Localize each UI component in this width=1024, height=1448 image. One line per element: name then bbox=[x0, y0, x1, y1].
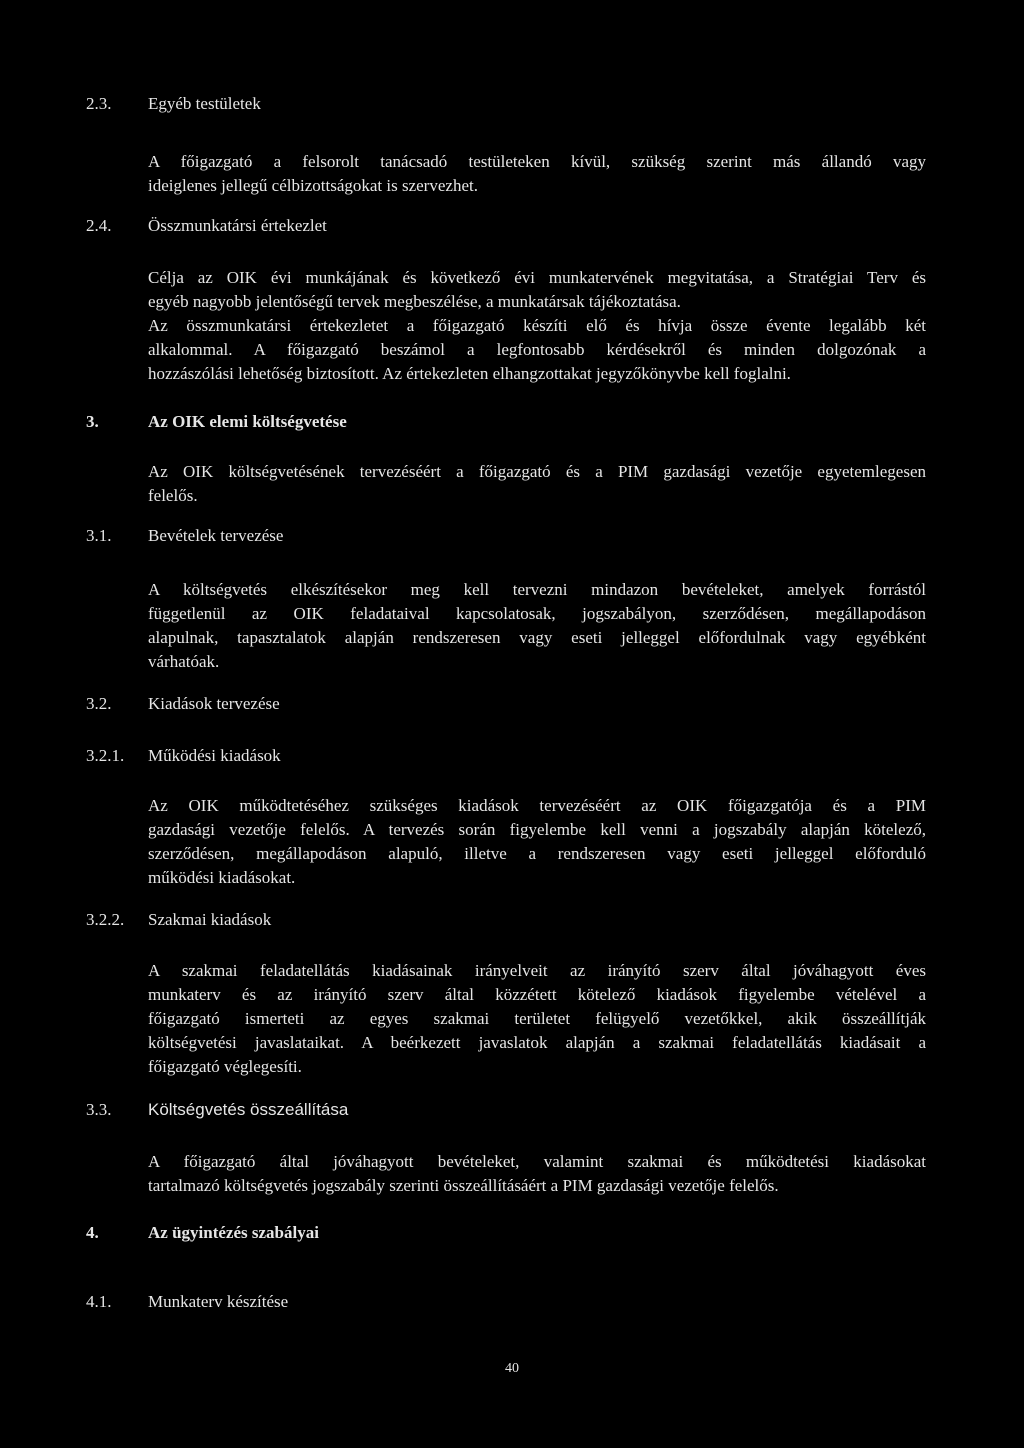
text-line: költségvetési javaslataikat. A beérkezett javaslatok alapján a szakmai feladatellátás kiadásait a bbox=[148, 1033, 926, 1052]
text-line: várhatóak. bbox=[148, 652, 220, 671]
text-line: A költségvetés elkészítésekor meg kell tervezni mindazon bevételeket, amelyek forrástól bbox=[148, 580, 926, 599]
text-line: felelős. bbox=[148, 486, 198, 505]
section-heading-2-4 bbox=[86, 216, 327, 236]
section-number: 2.3. bbox=[86, 94, 112, 113]
section-number: 3.2.1. bbox=[86, 746, 125, 765]
section-number: 3.3. bbox=[86, 1100, 112, 1119]
section-title: Munkaterv készítése bbox=[148, 1292, 289, 1311]
section-number: 3. bbox=[86, 412, 99, 431]
section-heading-3-1 bbox=[86, 526, 283, 546]
text-line: főigazgató véglegesíti. bbox=[148, 1057, 302, 1076]
section-heading-3-2 bbox=[86, 694, 280, 714]
paragraph-3-2-2 bbox=[148, 959, 926, 1079]
paragraph-3-2-1 bbox=[148, 794, 926, 890]
text-line: munkaterv és az irányító szerv által közzétett kötelező kiadások figyelembe vételével a bbox=[148, 985, 926, 1004]
text-line: Az OIK költségvetésének tervezéséért a főigazgató és a PIM gazdasági vezetője egyetemlegesen bbox=[148, 462, 926, 481]
section-title: Az OIK elemi költségvetése bbox=[148, 412, 347, 431]
text-line: Az összmunkatársi értekezletet a főigazgató készíti elő és hívja össze évente legalább két bbox=[148, 316, 926, 335]
section-title: Egyéb testületek bbox=[148, 94, 261, 113]
text-line: szerződésen, megállapodáson alapuló, illetve a rendszeresen vagy eseti jelleggel előforduló bbox=[148, 844, 926, 863]
text-line: A főigazgató által jóváhagyott bevételeket, valamint szakmai és működtetési kiadásokat bbox=[148, 1152, 926, 1171]
text-line: Célja az OIK évi munkájának és következő évi munkatervének megvitatása, a Stratégiai Terv és bbox=[148, 268, 926, 287]
section-number: 4.1. bbox=[86, 1292, 112, 1311]
text-line: ideiglenes jellegű célbizottságokat is szervezhet. bbox=[148, 176, 478, 195]
paragraph-3 bbox=[148, 460, 926, 508]
section-title: Összmunkatársi értekezlet bbox=[148, 216, 327, 235]
text-line: függetlenül az OIK feladataival kapcsolatosak, jogszabályon, szerződésen, megállapodáson bbox=[148, 604, 926, 623]
text-line: működési kiadásokat. bbox=[148, 868, 296, 887]
section-number: 3.2. bbox=[86, 694, 112, 713]
section-title: Kiadások tervezése bbox=[148, 694, 280, 713]
text-line: tartalmazó költségvetés jogszabály szerinti összeállításáért a PIM gazdasági vezetője felelős. bbox=[148, 1176, 779, 1195]
text-line: A szakmai feladatellátás kiadásainak irányelveit az irányító szerv által jóváhagyott éves bbox=[148, 961, 926, 980]
text-line: főigazgató ismerteti az egyes szakmai területet felügyelő vezetőkkel, akik összeállítják bbox=[148, 1009, 926, 1028]
text-line: Az OIK működtetéséhez szükséges kiadások tervezéséért az OIK főigazgatója és a PIM bbox=[148, 796, 926, 815]
section-number: 3.2.2. bbox=[86, 910, 125, 929]
text-line: gazdasági vezetője felelős. A tervezés során figyelembe kell venni a jogszabály alapján kötelező, bbox=[148, 820, 926, 839]
section-heading-3-3 bbox=[86, 1100, 348, 1120]
section-heading-2-3 bbox=[86, 94, 261, 114]
section-title: Költségvetés összeállítása bbox=[148, 1100, 349, 1119]
section-title: Működési kiadások bbox=[148, 746, 281, 765]
text-line: egyéb nagyobb jelentőségű tervek megbeszélése, a munkatársak tájékoztatása. bbox=[148, 292, 681, 311]
page-number: 40 bbox=[505, 1361, 519, 1376]
paragraph-3-3 bbox=[148, 1150, 926, 1198]
section-heading-4 bbox=[86, 1223, 319, 1243]
section-heading-4-1 bbox=[86, 1292, 288, 1312]
paragraph-2-4 bbox=[148, 266, 926, 386]
text-line: hozzászólási lehetőség biztosított. Az értekezleten elhangzottakat jegyzőkönyvbe kell foglalni. bbox=[148, 364, 791, 383]
section-number: 2.4. bbox=[86, 216, 112, 235]
section-title: Bevételek tervezése bbox=[148, 526, 284, 545]
paragraph-2-3 bbox=[148, 150, 926, 198]
section-title: Szakmai kiadások bbox=[148, 910, 272, 929]
section-title: Az ügyintézés szabályai bbox=[148, 1223, 319, 1242]
section-number: 3.1. bbox=[86, 526, 112, 545]
text-line: A főigazgató a felsorolt tanácsadó testületeken kívül, szükség szerint más állandó vagy bbox=[148, 152, 926, 171]
text-line: alkalommal. A főigazgató beszámol a legfontosabb kérdésekről és minden dolgozónak a bbox=[148, 340, 926, 359]
paragraph-3-1 bbox=[148, 578, 926, 674]
section-heading-3-2-2 bbox=[86, 910, 271, 930]
section-heading-3 bbox=[86, 412, 347, 432]
text-line: alapulnak, tapasztalatok alapján rendszeresen vagy eseti jelleggel előfordulnak vagy egyébként bbox=[148, 628, 926, 647]
section-number: 4. bbox=[86, 1223, 99, 1242]
section-heading-3-2-1 bbox=[86, 746, 281, 766]
